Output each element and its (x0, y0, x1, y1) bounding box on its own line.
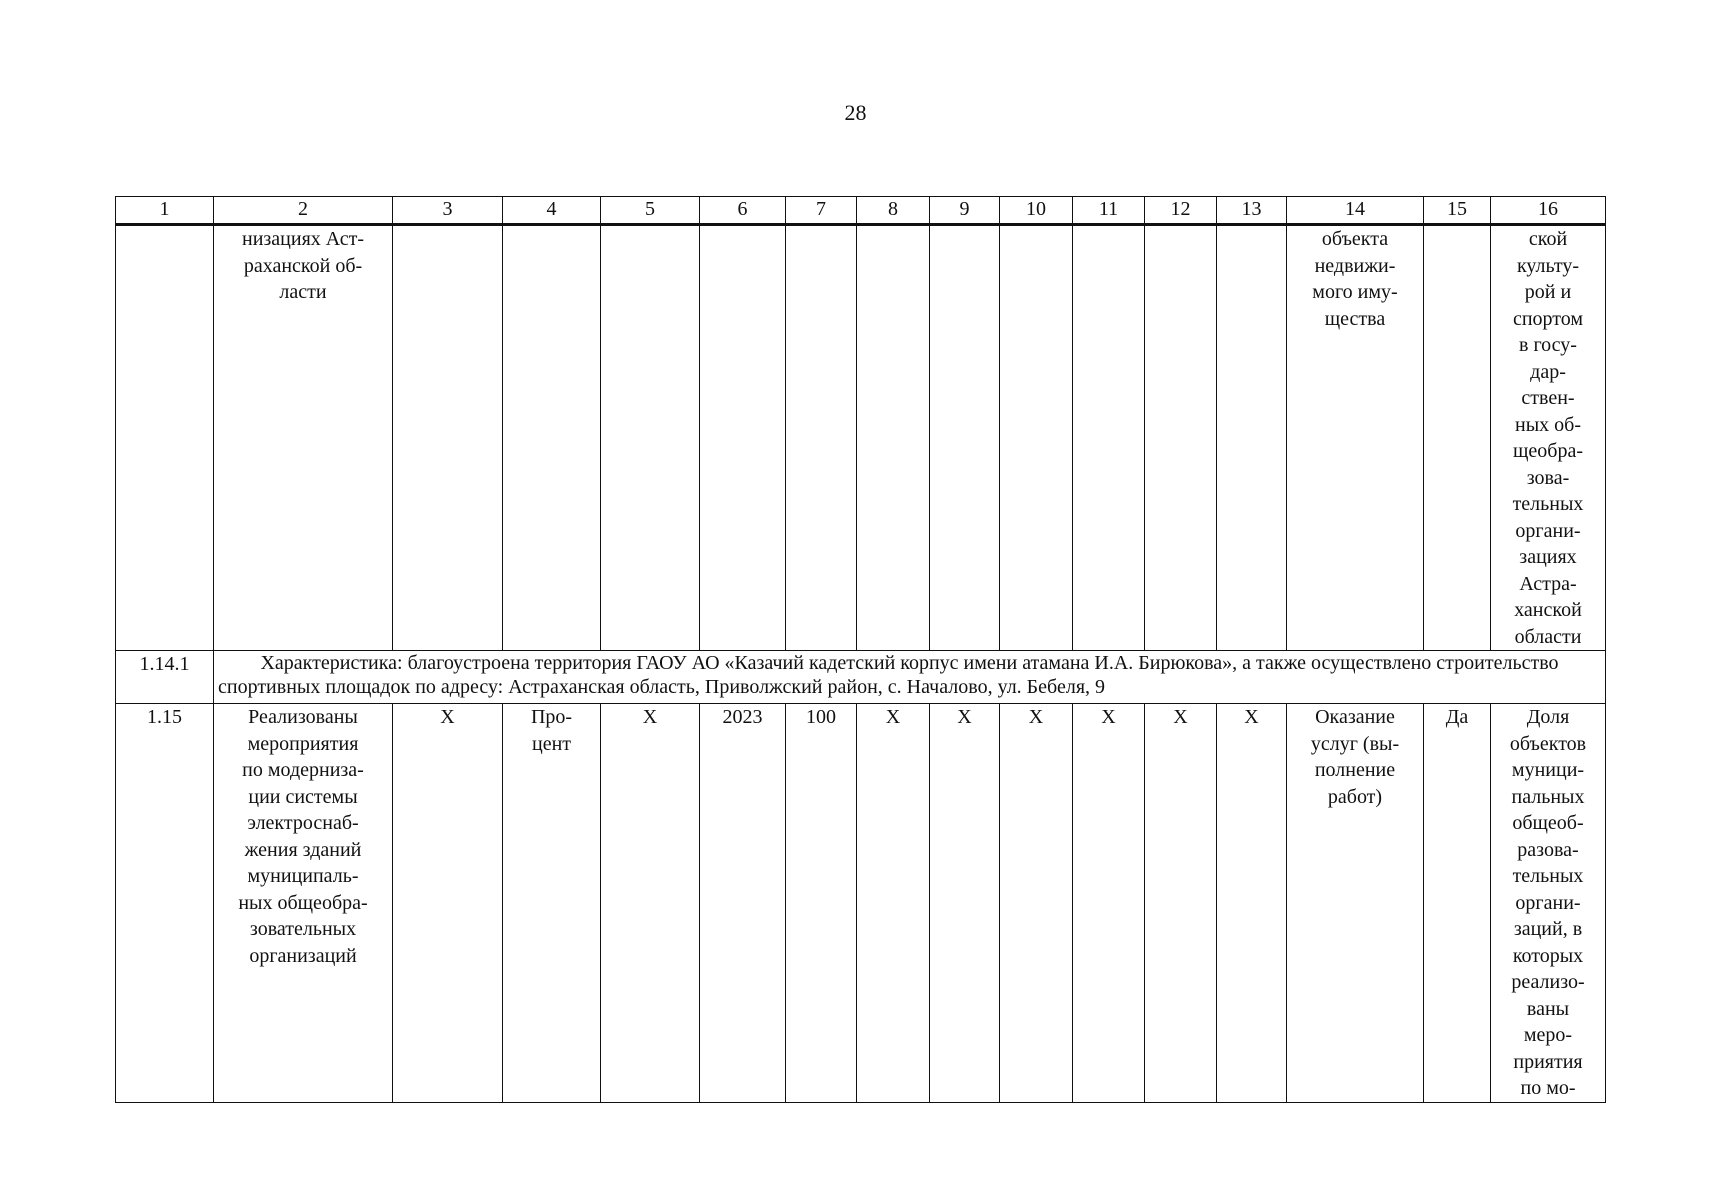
table-cell (857, 225, 930, 651)
flag-cell: Да (1424, 704, 1491, 1103)
table-cell: Х (1217, 704, 1287, 1103)
result-type-cell: объекта недвижи- мого иму- щества (1287, 225, 1424, 651)
table-cell (1145, 225, 1217, 651)
table-cell (601, 225, 700, 651)
table-cell (1073, 225, 1145, 651)
table-cell: Х (930, 704, 1000, 1103)
table-cell (1217, 225, 1287, 651)
column-header: 3 (393, 197, 503, 225)
row-number-cell: 1.15 (116, 704, 214, 1103)
table-cell (930, 225, 1000, 651)
table-cell: Х (601, 704, 700, 1103)
link-indicator-cell: Доля объектов муници- пальных общеоб- разова- тельных органи- заций, в которых реализо- ваны меро- приятия по мо- (1491, 704, 1606, 1103)
result-type-cell: Оказание услуг (вы- полнение работ) (1287, 704, 1424, 1103)
indicator-name-cell: Реализованы мероприятия по модерниза- ции системы электроснаб- жения зданий муниципаль- ных общеобра- зовательных организаций (214, 704, 393, 1103)
unit-cell: Про- цент (503, 704, 601, 1103)
table-cell (503, 225, 601, 651)
page-number: 28 (844, 100, 867, 125)
column-header: 10 (1000, 197, 1073, 225)
column-header: 12 (1145, 197, 1217, 225)
column-header: 14 (1287, 197, 1424, 225)
column-header: 2 (214, 197, 393, 225)
column-header: 9 (930, 197, 1000, 225)
table-cell (116, 225, 214, 651)
column-header: 16 (1491, 197, 1606, 225)
table-cell: Х (1000, 704, 1073, 1103)
column-header: 1 (116, 197, 214, 225)
indicator-name-cell: низациях Аст- раханской об- ласти (214, 225, 393, 651)
table-cell: Х (1145, 704, 1217, 1103)
column-number-header-row (116, 197, 1606, 225)
characteristic-text-cell: Характеристика: благоустроена территория ГАОУ АО «Казачий кадетский корпус имени атамана И.А. Бирюкова», а также осуществлено строительство спортивных площадок по адресу: Астраханская область, Приволжский район, с. Началово, ул. Бебеля, 9 (214, 651, 1606, 704)
column-header: 15 (1424, 197, 1491, 225)
table-row-continuation (116, 225, 1606, 651)
value-cell: 100 (786, 704, 857, 1103)
table-row-1-14-1 (116, 651, 1606, 704)
column-header: 6 (700, 197, 786, 225)
table-cell: Х (857, 704, 930, 1103)
column-header: 8 (857, 197, 930, 225)
table-cell: Х (393, 704, 503, 1103)
table-cell (393, 225, 503, 651)
program-indicators-table (115, 196, 1606, 1103)
table-cell (1000, 225, 1073, 651)
link-indicator-cell: ской культу- рой и спортом в госу- дар- ствен- ных об- щеобра- зова- тельных органи- зациях Астра- ханской области (1491, 225, 1606, 651)
row-number-cell: 1.14.1 (116, 651, 214, 704)
column-header: 4 (503, 197, 601, 225)
table-cell (786, 225, 857, 651)
table-row-1-15 (116, 704, 1606, 1103)
column-header: 13 (1217, 197, 1287, 225)
year-cell: 2023 (700, 704, 786, 1103)
table-cell (1424, 225, 1491, 651)
table-cell (700, 225, 786, 651)
column-header: 5 (601, 197, 700, 225)
column-header: 11 (1073, 197, 1145, 225)
table-cell: Х (1073, 704, 1145, 1103)
column-header: 7 (786, 197, 857, 225)
